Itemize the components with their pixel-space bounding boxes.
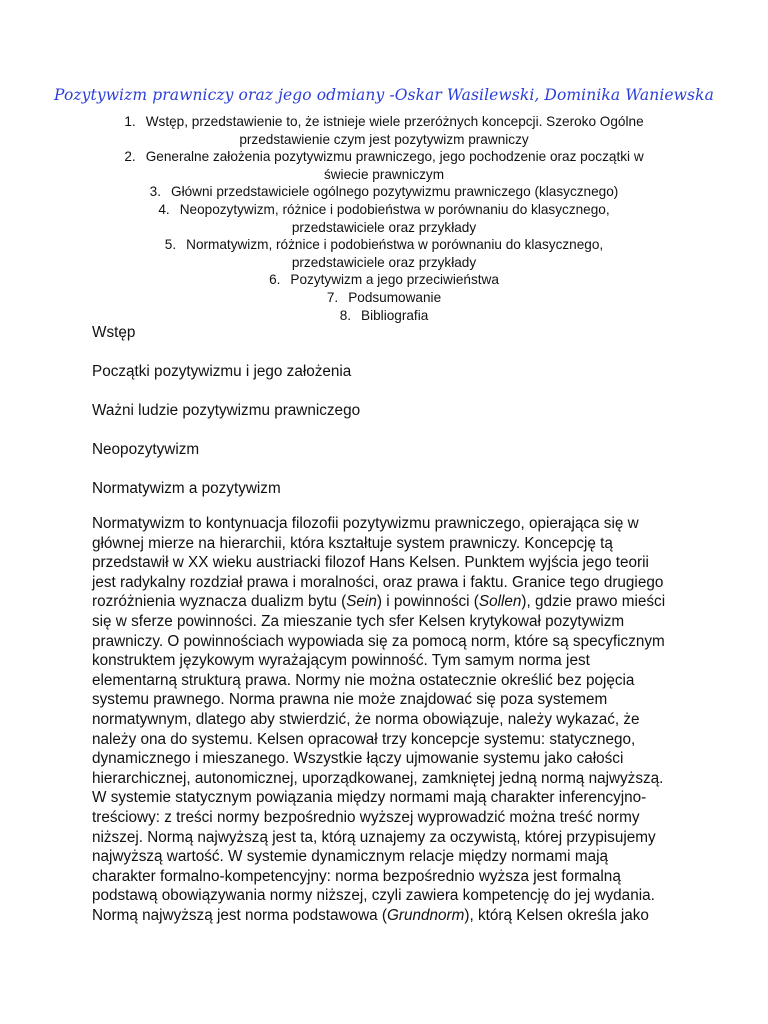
text-line: najwyższą wartość. W systemie dynamicznym relacje między normami mają bbox=[92, 848, 608, 866]
toc-item bbox=[100, 271, 668, 289]
toc-text: Normatywizm, różnice i podobieństwa w porównaniu do klasycznego, bbox=[186, 237, 604, 253]
text-line: charakter formalno-kompetencyjny: norma bezpośrednio wyższa jest formalną bbox=[92, 867, 621, 885]
text-line: Normatywizm to kontynuacja filozofii pozytywizmu prawniczego, opierająca się w bbox=[92, 515, 639, 532]
toc-text: Bibliografia bbox=[361, 307, 429, 323]
text-line: dynamicznego i mieszanego. Wszystkie łączy ujmowanie systemu jako całości bbox=[92, 750, 624, 768]
toc-item bbox=[100, 201, 668, 236]
toc-item bbox=[100, 113, 668, 148]
paragraph-normatywizm bbox=[92, 514, 678, 925]
text-line: elementarną strukturą prawa. Normy nie można ostatecznie określić bez pojęcia bbox=[92, 671, 635, 689]
section-heading: Ważni ludzie pozytywizmu prawniczego bbox=[92, 402, 361, 419]
toc-text: przedstawiciele oraz przykłady bbox=[291, 219, 477, 235]
text-line: hierarchicznej, autonomicznej, uporządkowanej, zamkniętej jedną normą najwyższą. bbox=[92, 769, 664, 787]
toc-number: 5. bbox=[164, 237, 177, 253]
text-line: treściowy: z treści normy bezpośrednio wyższej wyprowadzić można treść normy bbox=[92, 808, 640, 826]
toc-number: 6. bbox=[269, 272, 281, 288]
text-line: jest radykalny rozdział prawa i moralności, oraz prawa i faktu. Granice tego drugiego bbox=[92, 573, 664, 591]
text-line: Normą najwyższą jest norma podstawowa (Grundnorm), którą Kelsen określa jako bbox=[92, 906, 649, 924]
toc-text: Główni przedstawiciele ogólnego pozytywizmu prawniczego (klasycznego) bbox=[171, 184, 619, 200]
toc-item bbox=[100, 183, 668, 201]
italic-term: Sollen bbox=[478, 593, 522, 611]
text-line: normatywnym, dlatego aby stwierdzić, że norma obowiązuje, należy wykazać, że bbox=[92, 710, 640, 728]
text-line: należy ona do systemu. Kelsen opracował trzy koncepcje systemu: statycznego, bbox=[92, 730, 636, 748]
text-line: przedstawił w XX wieku austriacki filozof Hans Kelsen. Punktem wyjścia jego teorii bbox=[92, 554, 649, 572]
toc-number: 7. bbox=[326, 289, 339, 305]
text-line: niższej. Normą najwyższą jest ta, którą uznajemy za oczywistą, której przypisujemy bbox=[92, 828, 656, 846]
table-of-contents bbox=[100, 113, 668, 324]
toc-item bbox=[100, 289, 668, 307]
text-line: systemu prawnego. Norma prawna nie może znajdować się poza systemem bbox=[92, 691, 608, 709]
toc-number: 3. bbox=[149, 184, 162, 200]
text-line: się w sferze powinności. Za mieszanie tych sfer Kelsen krytykował pozytywizm bbox=[92, 612, 625, 630]
text-line: podstawą obowiązywania normy niższej, czyli zawiera kompetencję do jej wydania. bbox=[92, 887, 655, 905]
toc-item bbox=[100, 236, 668, 271]
toc-number: 4. bbox=[158, 201, 170, 217]
section-headings bbox=[92, 322, 682, 517]
toc-text: przedstawiciele oraz przykłady bbox=[291, 254, 477, 270]
text-line: konstruktem językowym wyrażającym powinność. Tym samym norma jest bbox=[92, 652, 590, 670]
italic-term: Sein bbox=[346, 593, 377, 611]
section-heading: Neopozytywizm bbox=[92, 441, 200, 458]
text-line: rozróżnienia wyznacza dualizm bytu (Sein) i powinności (Sollen), gdzie prawo mieści bbox=[92, 593, 666, 611]
toc-text: przedstawienie czym jest pozytywizm prawniczy bbox=[239, 131, 529, 147]
toc-number: 8. bbox=[339, 307, 352, 323]
toc-text: Wstęp, przedstawienie to, że istnieje wiele przeróżnych koncepcji. Szeroko Ogólne bbox=[145, 114, 644, 129]
text-line: prawniczy. O powinnościach wypowiada się za pomocą norm, które są specyficznym bbox=[92, 632, 665, 650]
toc-text: Generalne założenia pozytywizmu prawniczego, jego pochodzenie oraz początki w bbox=[145, 149, 644, 165]
section-heading: Początki pozytywizmu i jego założenia bbox=[92, 363, 352, 380]
toc-text: Neopozytywizm, różnice i podobieństwa w porównaniu do klasycznego, bbox=[179, 201, 610, 217]
toc-number: 2. bbox=[124, 149, 136, 165]
text-line: głównej mierze na hierarchii, która kształtuje system prawniczy. Koncepcję tą bbox=[92, 534, 613, 552]
text-line: W systemie statycznym powiązania między normami mają charakter inferencyjno- bbox=[92, 789, 647, 807]
toc-number: 1. bbox=[124, 114, 136, 129]
document-title: Pozytywizm prawniczy oraz jego odmiany -Oskar Wasilewski, Dominika Waniewska bbox=[54, 86, 714, 104]
toc-text: świecie prawniczym bbox=[323, 166, 445, 182]
toc-text: Podsumowanie bbox=[348, 289, 442, 305]
italic-term: Grundnorm bbox=[387, 906, 465, 924]
section-heading: Wstęp bbox=[92, 324, 136, 341]
toc-text: Pozytywizm a jego przeciwieństwa bbox=[290, 272, 499, 288]
toc-item bbox=[100, 148, 668, 183]
section-heading: Normatywizm a pozytywizm bbox=[92, 480, 281, 497]
